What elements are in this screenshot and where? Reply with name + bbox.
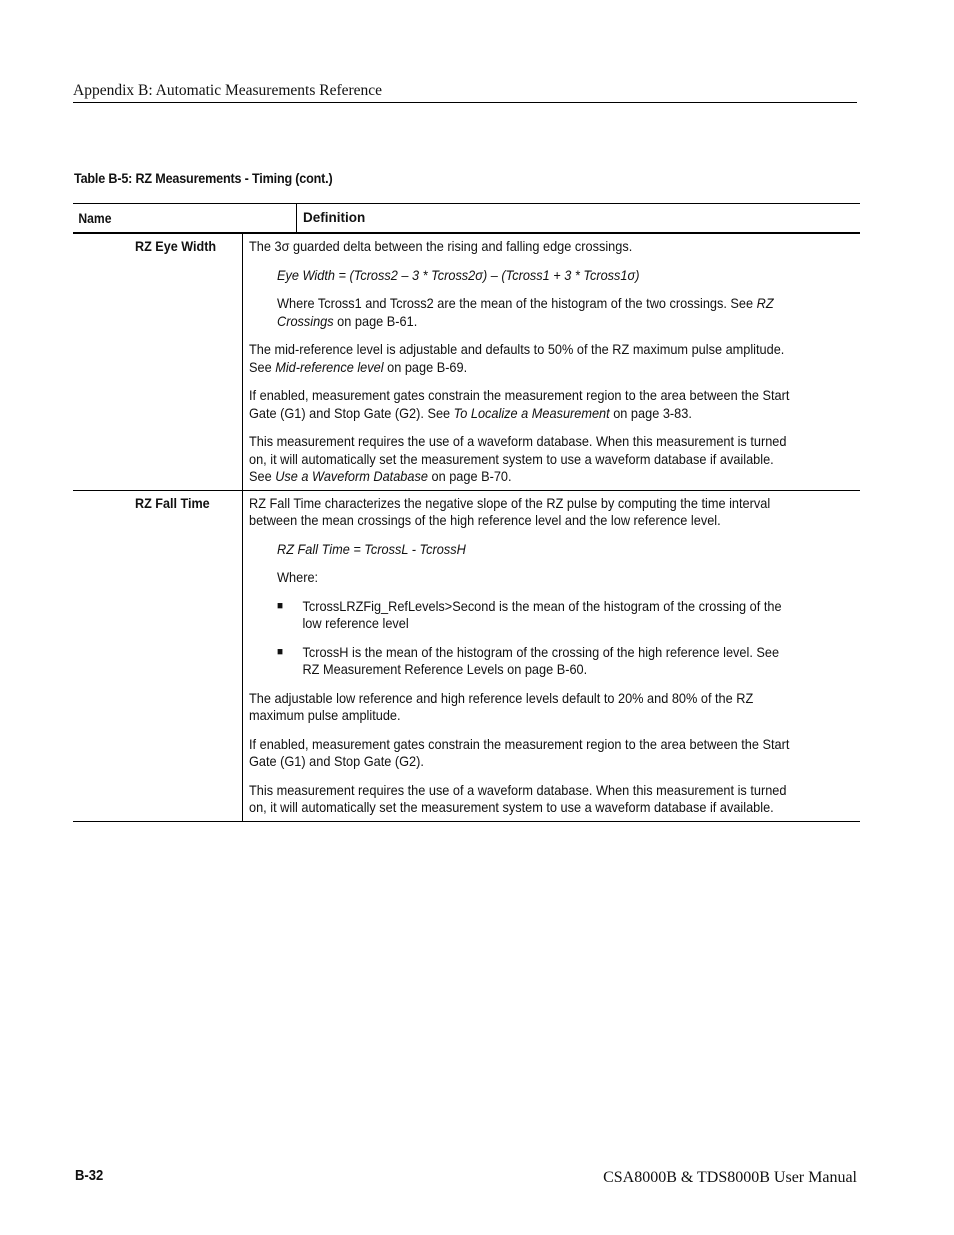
text: on page B-61. bbox=[333, 312, 418, 329]
text: If enabled, measurement gates constrain the measurement region to the area between the Start Gate (G1) and Stop Gate (G2). See bbox=[249, 387, 790, 421]
text: Where Tcross1 and Tcross2 are the mean of the histogram of the two crossings. See bbox=[277, 295, 757, 311]
definition-cell bbox=[243, 491, 860, 821]
table-row bbox=[73, 490, 860, 821]
header-name-cell bbox=[73, 204, 297, 232]
definition-paragraph: If enabled, measurement gates constrain the measurement region to the area between the Start Gate (G1) and Stop Gate (G2). bbox=[249, 735, 790, 769]
text: on page B-69. bbox=[383, 358, 468, 375]
definition-paragraph bbox=[249, 341, 800, 376]
text: This measurement requires the use of a waveform database. When this measurement is turned on, it will automatically set the measurement system to use a waveform database if available. See bbox=[249, 433, 787, 484]
bullet-item bbox=[277, 598, 791, 633]
definition-cell bbox=[243, 234, 860, 490]
definition-paragraph bbox=[249, 387, 800, 422]
name-cell bbox=[73, 234, 243, 490]
definition-paragraph: This measurement requires the use of a waveform database. When this measurement is turned on, it will automatically set the measurement system to use a waveform database if available. bbox=[249, 781, 787, 815]
formula: Eye Width = (Tcross2 – 3 * Tcross2σ) – (Tcross1 + 3 * Tcross1σ) bbox=[277, 266, 640, 283]
cross-reference-link[interactable]: Mid-reference level bbox=[275, 358, 384, 375]
cross-reference-link[interactable]: To Localize a Measurement bbox=[453, 404, 610, 421]
text: The mid-reference level is adjustable and defaults to 50% of the RZ maximum pulse amplitude. See bbox=[249, 341, 785, 375]
definition-paragraph bbox=[277, 295, 800, 330]
row-name: RZ Eye Width bbox=[135, 238, 217, 254]
square-bullet-icon: ■ bbox=[277, 645, 284, 658]
header-definition-cell bbox=[297, 209, 860, 227]
running-head: Appendix B: Automatic Measurements Reference bbox=[73, 82, 857, 103]
definition-paragraph: RZ Fall Time characterizes the negative slope of the RZ pulse by computing the time interval between the mean crossings of the high reference level and the low reference level. bbox=[249, 494, 771, 528]
bullet-item bbox=[277, 644, 791, 679]
formula: RZ Fall Time = TcrossL - TcrossH bbox=[277, 540, 466, 557]
manual-title: CSA8000B & TDS8000B User Manual bbox=[603, 1169, 857, 1186]
name-cell bbox=[73, 491, 243, 821]
table-header-row bbox=[73, 204, 860, 234]
cross-reference-link[interactable]: Use a Waveform Database bbox=[275, 468, 428, 484]
square-bullet-icon: ■ bbox=[277, 599, 284, 612]
measurements-table bbox=[73, 203, 860, 822]
where-label: Where: bbox=[277, 569, 319, 585]
definition-paragraph bbox=[249, 433, 800, 486]
definition-paragraph: The adjustable low reference and high reference levels default to 20% and 80% of the RZ maximum pulse amplitude. bbox=[249, 689, 754, 723]
cross-reference-link[interactable]: RZ Crossings bbox=[277, 295, 774, 329]
bullet-text: TcrossH is the mean of the histogram of the crossing of the high reference level. See RZ Measurement Reference Levels on page B-60. bbox=[302, 643, 780, 677]
page-number: B-32 bbox=[75, 1168, 104, 1184]
table-caption: Table B-5: RZ Measurements - Timing (cont.) bbox=[74, 170, 333, 186]
bullet-text: TcrossLRZFig_RefLevels>Second is the mean of the histogram of the crossing of the low reference level bbox=[302, 597, 782, 631]
text: on page B-70. bbox=[427, 468, 512, 484]
row-name: RZ Fall Time bbox=[135, 494, 210, 511]
definition-paragraph: The 3σ guarded delta between the rising and falling edge crossings. bbox=[249, 238, 633, 254]
table-row bbox=[73, 234, 860, 490]
header-name: Name bbox=[78, 210, 112, 226]
text: on page 3-83. bbox=[609, 404, 692, 421]
header-definition: Definition bbox=[303, 210, 366, 225]
